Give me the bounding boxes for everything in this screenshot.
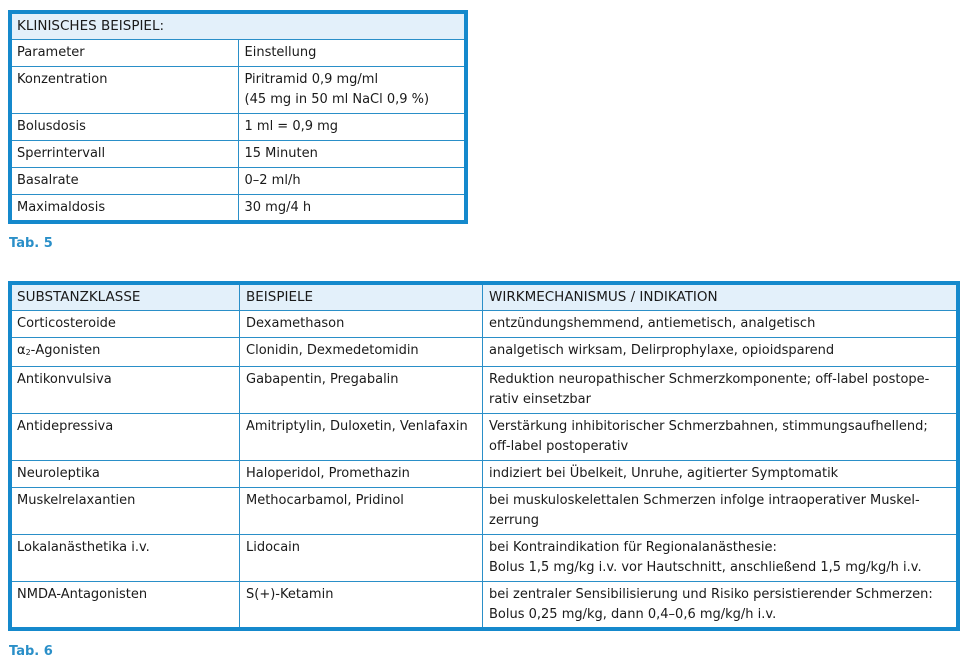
wirkung-line: off-label postoperativ (489, 439, 629, 454)
value-cell: 30 mg/4 h (238, 195, 466, 222)
klasse-cell: Antikonvulsiva (11, 367, 240, 414)
wirkung-line: zerrung (489, 513, 540, 528)
klasse-cell (11, 338, 240, 367)
table-caption: Tab. 5 (9, 236, 53, 251)
table-row (11, 461, 958, 488)
table-row (11, 168, 466, 195)
wirkung-line: Bolus 1,5 mg/kg i.v. vor Hautschnitt, anschließend 1,5 mg/kg/h i.v. (489, 560, 922, 575)
param-cell: Parameter (11, 40, 239, 67)
beispiele-cell: Amitriptylin, Duloxetin, Venlafaxin (240, 414, 483, 461)
table-row (11, 535, 958, 582)
value-cell: 15 Minuten (238, 141, 466, 168)
wirkung-cell: indiziert bei Übelkeit, Unruhe, agitierter Symptomatik (483, 461, 958, 488)
value-line: Piritramid 0,9 mg/ml (244, 72, 379, 87)
table-row (11, 67, 466, 114)
beispiele-cell: Haloperidol, Promethazin (240, 461, 483, 488)
param-cell: Sperrintervall (11, 141, 239, 168)
wirkung-cell (483, 488, 958, 535)
beispiele-cell: S(+)-Ketamin (240, 582, 483, 629)
param-cell: Konzentration (11, 67, 239, 114)
table-row (11, 338, 958, 367)
beispiele-cell: Methocarbamol, Pridinol (240, 488, 483, 535)
table-substanzklassen (10, 283, 958, 629)
table-row (11, 582, 958, 629)
table-row (11, 195, 466, 222)
wirkung-cell: analgetisch wirksam, Delirprophylaxe, opioidsparend (483, 338, 958, 367)
table-row (11, 114, 466, 141)
table-row (11, 40, 466, 67)
table-title: KLINISCHES BEISPIEL: (11, 13, 466, 40)
wirkung-line: Reduktion neuropathischer Schmerzkomponente; off-label postope- (489, 372, 930, 387)
table-klinisches-beispiel (10, 12, 466, 222)
wirkung-line: Bolus 0,25 mg/kg, dann 0,4–0,6 mg/kg/h i.v. (489, 607, 777, 622)
table-title-row (11, 13, 466, 40)
param-cell: Basalrate (11, 168, 239, 195)
beispiele-cell: Lidocain (240, 535, 483, 582)
table-row (11, 414, 958, 461)
wirkung-cell (483, 582, 958, 629)
column-header: WIRKMECHANISMUS / INDIKATION (483, 284, 958, 311)
klasse-cell: Antidepressiva (11, 414, 240, 461)
klasse-cell: Neuroleptika (11, 461, 240, 488)
param-cell: Bolusdosis (11, 114, 239, 141)
value-cell (238, 67, 466, 114)
table-row (11, 141, 466, 168)
wirkung-line: bei Kontraindikation für Regionalanästhesie: (489, 540, 777, 555)
klasse-cell: Lokalanästhetika i.v. (11, 535, 240, 582)
wirkung-line: rativ einsetzbar (489, 392, 591, 407)
table-row (11, 367, 958, 414)
klasse-text: -Agonisten (30, 343, 101, 358)
value-cell: 1 ml = 0,9 mg (238, 114, 466, 141)
wirkung-line: Verstärkung inhibitorischer Schmerzbahnen, stimmungsaufhellend; (489, 419, 928, 434)
wirkung-line: bei zentraler Sensibilisierung und Risiko persistierender Schmerzen: (489, 587, 933, 602)
wirkung-cell (483, 414, 958, 461)
value-cell: Einstellung (238, 40, 466, 67)
param-cell: Maximaldosis (11, 195, 239, 222)
subscript: 2 (25, 348, 31, 357)
alpha-symbol: α (17, 343, 26, 358)
value-cell: 0–2 ml/h (238, 168, 466, 195)
wirkung-cell (483, 535, 958, 582)
beispiele-cell: Gabapentin, Pregabalin (240, 367, 483, 414)
wirkung-cell: entzündungshemmend, antiemetisch, analgetisch (483, 311, 958, 338)
klasse-cell: Muskelrelaxantien (11, 488, 240, 535)
wirkung-cell (483, 367, 958, 414)
table-header-row (11, 284, 958, 311)
table-caption: Tab. 6 (9, 644, 53, 659)
column-header: BEISPIELE (240, 284, 483, 311)
klasse-cell: Corticosteroide (11, 311, 240, 338)
klasse-cell: NMDA-Antagonisten (11, 582, 240, 629)
value-line: (45 mg in 50 ml NaCl 0,9 %) (244, 92, 430, 107)
beispiele-cell: Dexamethason (240, 311, 483, 338)
beispiele-cell: Clonidin, Dexmedetomidin (240, 338, 483, 367)
table-row (11, 488, 958, 535)
wirkung-line: bei muskuloskelettalen Schmerzen infolge intraoperativer Muskel- (489, 493, 920, 508)
column-header: SUBSTANZKLASSE (11, 284, 240, 311)
table-row (11, 311, 958, 338)
